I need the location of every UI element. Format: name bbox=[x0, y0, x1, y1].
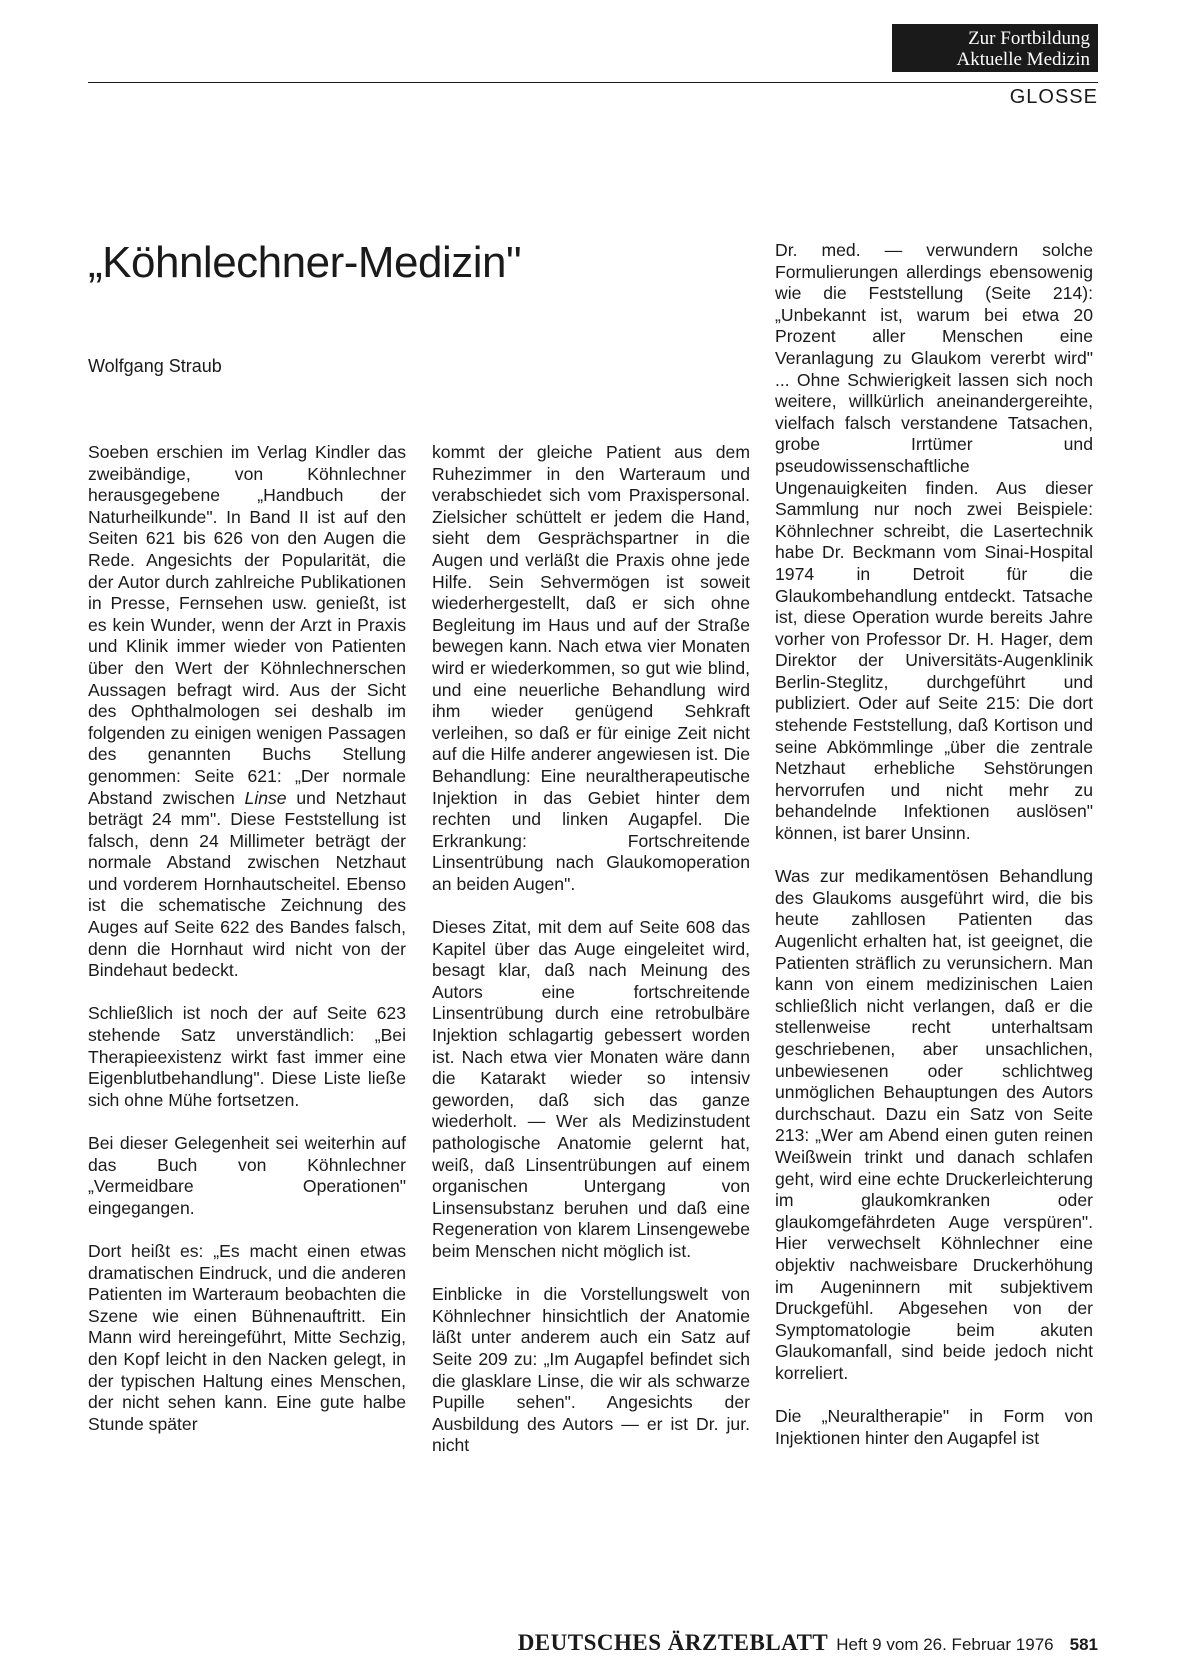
paragraph: Dort heißt es: „Es macht einen etwas dramatischen Eindruck, und die anderen Patienten im Warteraum beobachten die Szene wie einen Bühnenauftritt. Ein Mann wird hereingeführt, Mitte Sechzig, den Kopf leicht in den Nacken gelegt, in der typischen Haltung eines Menschen, der nicht sehen kann. Eine gute halbe Stunde später bbox=[88, 1240, 406, 1434]
page-footer bbox=[518, 1630, 1098, 1656]
text-column-1 bbox=[88, 442, 406, 1435]
section-label-line2: Aktuelle Medizin bbox=[956, 49, 1090, 70]
journal-name: DEUTSCHES ÄRZTEBLATT bbox=[517, 1630, 829, 1655]
paragraph: kommt der gleiche Patient aus dem Ruhezimmer in den Warteraum und verabschiedet sich vom Praxispersonal. Zielsicher schüttelt er jedem die Hand, sieht dem Gesprächspartner in die Augen und verläßt die Praxis ohne jede Hilfe. Sein Sehvermögen ist soweit wiederhergestellt, daß er sich ohne Begleitung im Haus und auf der Straße bewegen kann. Nach etwa vier Monaten wird er wiederkommen, so gut wie blind, und eine neuerliche Behandlung wird ihm wieder genügend Sehkraft verleihen, so daß er für einige Zeit nicht auf die Hilfe anderer angewiesen ist. Die Behandlung: Eine neuraltherapeutische Injektion in das Gebiet hinter dem rechten und linken Augapfel. Die Erkrankung: Fortschreitende Linsentrübung nach Glaukomoperation an beiden Augen". bbox=[432, 442, 750, 894]
article-author: Wolfgang Straub bbox=[88, 356, 222, 376]
article-title: „Köhnlechner-Medizin" bbox=[88, 238, 522, 287]
header-rule bbox=[88, 82, 1098, 83]
paragraph: Was zur medikamentösen Behandlung des Glaukoms ausgeführt wird, die bis heute zahllosen Patienten das Augenlicht erhalten hat, ist geeignet, die Patienten sträflich zu verunsichern. Man kann von einem medizinischen Laien schließlich nicht verlangen, daß er die stellenweise recht unterhaltsam geschriebenen, aber unsachlichen, unbewiesenen oder schlichtweg unmöglichen Behauptungen des Autors durchschaut. Dazu ein Satz von Seite 213: „Wer am Abend einen guten reinen Weißwein trinkt und danach schlafen geht, wird eine echte Druckerleichterung im glaukomkranken oder glaukomgefährdeten Auge verspüren". Hier verwechselt Köhnlechner eine objektiv nachweisbare Druckerhöhung im Augeninnern mit subjektivem Druckgefühl. Abgesehen von der Symptomatologie beim akuten Glaukomanfall, sind beide jedoch nicht korreliert. bbox=[775, 866, 1093, 1383]
paragraph: Soeben erschien im Verlag Kindler das zweibändige, von Köhnlechner herausgegebene „Handbuch der Naturheilkunde". In Band II ist auf den Seiten 621 bis 626 von den Augen die Rede. Angesichts der Popularität, die der Autor durch zahlreiche Publikationen in Presse, Fernsehen usw. genießt, ist es kein Wunder, wenn der Arzt in Praxis und Klinik immer wieder von Patienten über den Wert der Köhnlechnerschen Aussagen befragt wird. Aus der Sicht des Ophthalmologen sei deshalb im folgenden zu einigen wenigen Passagen des genannten Buchs Stellung genommen: Seite 621: „Der normale Abstand zwischen Linse und Netzhaut beträgt 24 mm". Diese Feststellung ist falsch, denn 24 Millimeter beträgt der normale Abstand zwischen Netzhaut und vorderem Hornhautscheitel. Ebenso ist die schematische Zeichnung des Auges auf Seite 622 des Bandes falsch, denn die Hornhaut wird nicht von der Bindehaut bedeckt. bbox=[88, 442, 406, 981]
section-label bbox=[892, 24, 1098, 72]
paragraph: Dr. med. — verwundern solche Formulierungen allerdings ebensowenig wie die Feststellung (Seite 214): „Unbekannt ist, warum bei etwa 20 Prozent aller Menschen eine Veranlagung zu Glaukom vererbt wird" ... Ohne Schwierigkeit lassen sich noch weitere, willkürlich aneinandergereihte, vielfach falsch verstandene Tatsachen, grobe Irrtümer und pseudowissenschaftliche Ungenauigkeiten finden. Aus dieser Sammlung nur noch zwei Beispiele: Köhnlechner schreibt, die Lasertechnik habe Dr. Beckmann vom Sinai-Hospital 1974 in Detroit für die Glaukombehandlung entdeckt. Tatsache ist, diese Operation wurde bereits Jahre vorher von Professor Dr. H. Hager, dem Direktor der Universitäts-Augenklinik Berlin-Steglitz, durchgeführt und publiziert. Oder auf Seite 215: Die dort stehende Feststellung, daß Kortison und seine Abkömmlinge „über die zentrale Netzhaut erhebliche Sehstörungen hervorrufen und nicht mehr zu behandelnde Infektionen auslösen" können, ist barer Unsinn. bbox=[775, 240, 1093, 844]
kicker: GLOSSE bbox=[1009, 86, 1098, 108]
issue-info: Heft 9 vom 26. Februar 1976 bbox=[836, 1635, 1054, 1654]
text-column-2 bbox=[432, 442, 750, 1457]
paragraph: Schließlich ist noch der auf Seite 623 stehende Satz unverständlich: „Bei Therapieexistenz wirkt fast immer eine Eigenblutbehandlung". Diese Liste ließe sich ohne Mühe fortsetzen. bbox=[88, 1003, 406, 1110]
paragraph: Bei dieser Gelegenheit sei weiterhin auf das Buch von Köhnlechner „Vermeidbare Operationen" eingegangen. bbox=[88, 1133, 406, 1218]
paragraph: Dieses Zitat, mit dem auf Seite 608 das Kapitel über das Auge eingeleitet wird, besagt klar, daß nach Meinung des Autors eine fortschreitende Linsentrübung durch eine retrobulbäre Injektion schlagartig gebessert worden ist. Nach etwa vier Monaten wäre dann die Katarakt wieder so intensiv geworden, daß sich das ganze wiederholt. — Wer als Medizinstudent pathologische Anatomie gelernt hat, weiß, daß Linsentrübungen auf einem organischen Untergang von Linsensubstanz beruhen und daß eine Regeneration von klarem Linsengewebe beim Menschen nicht möglich ist. bbox=[432, 917, 750, 1261]
paragraph: Einblicke in die Vorstellungswelt von Köhnlechner hinsichtlich der Anatomie läßt unter anderem auch ein Satz auf Seite 209 zu: „Im Augapfel befindet sich die glasklare Linse, die wir als schwarze Pupille sehen". Angesichts der Ausbildung des Autors — er ist Dr. jur. nicht bbox=[432, 1284, 750, 1456]
paragraph: Die „Neuraltherapie" in Form von Injektionen hinter den Augapfel ist bbox=[775, 1406, 1093, 1448]
text-column-3 bbox=[775, 240, 1093, 1449]
section-label-line1: Zur Fortbildung bbox=[968, 28, 1090, 49]
page-number: 581 bbox=[1069, 1635, 1098, 1654]
